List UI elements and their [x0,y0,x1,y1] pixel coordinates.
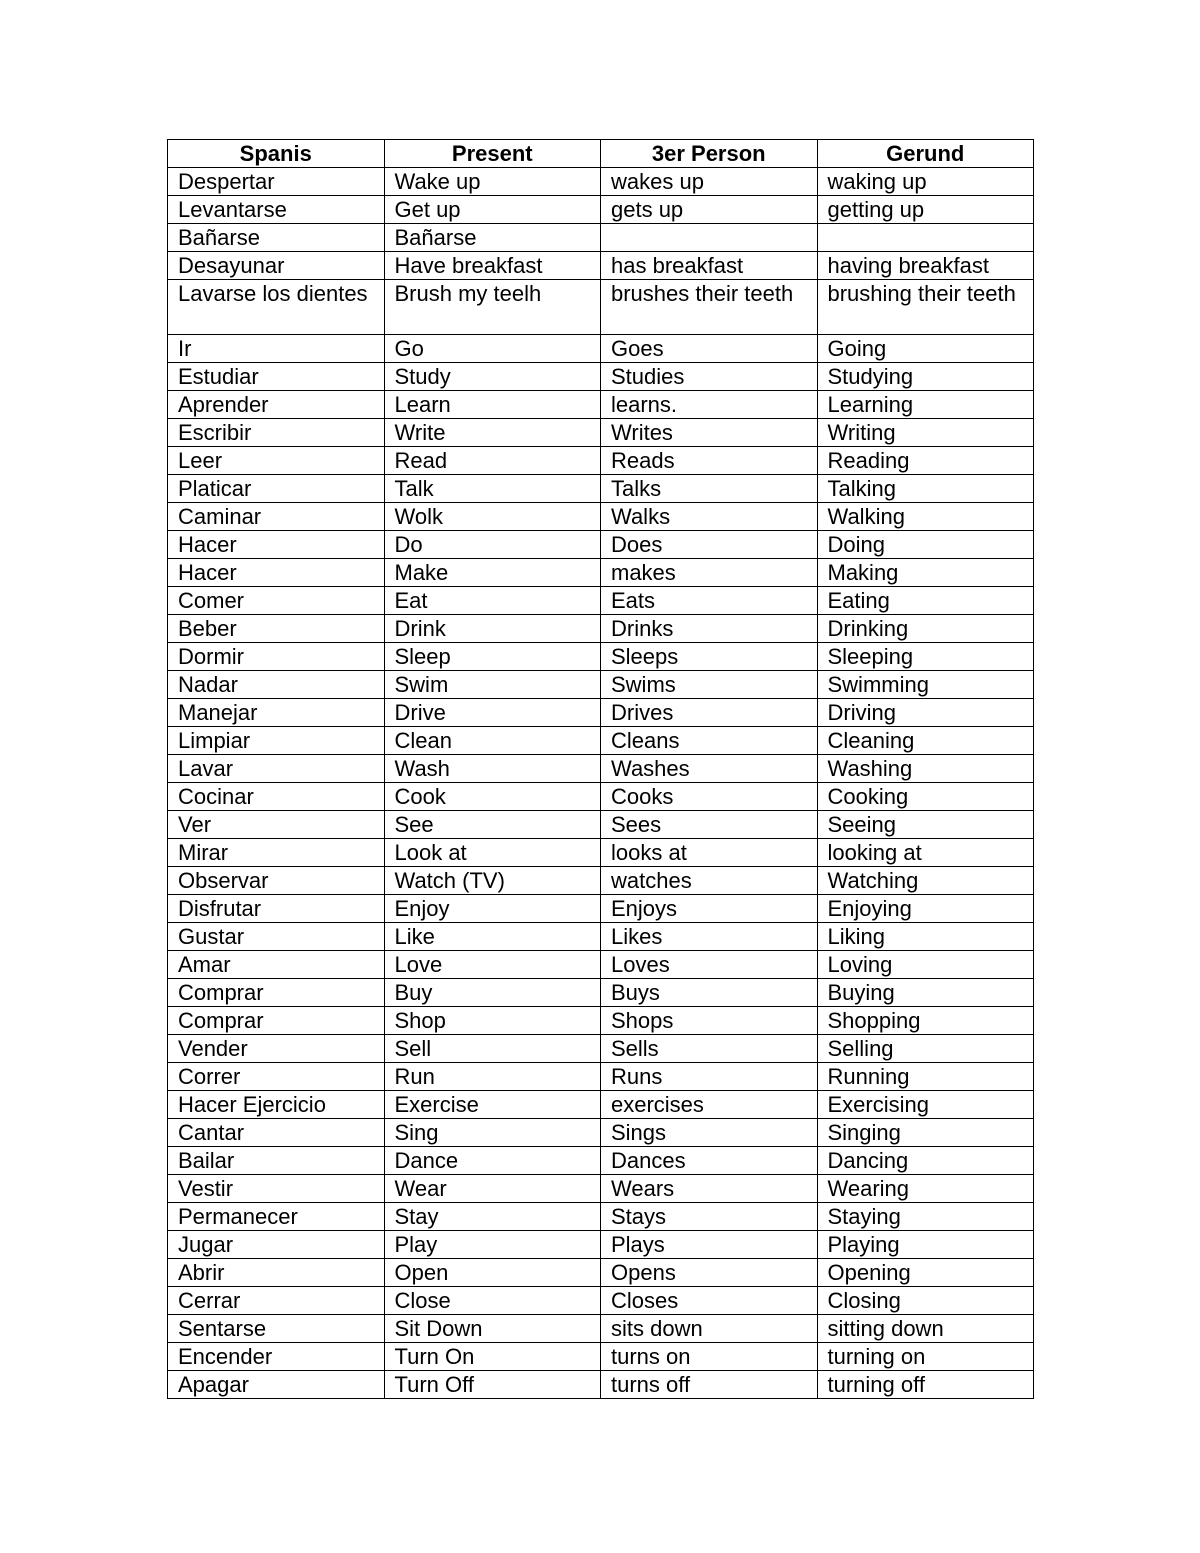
cell-gerund: Swimming [817,671,1034,699]
cell-gerund: Wearing [817,1175,1034,1203]
cell-gerund: Cleaning [817,727,1034,755]
cell-present: Turn Off [384,1371,601,1399]
table-row [168,755,1034,783]
cell-spanish: Mirar [168,839,385,867]
cell-present: Get up [384,196,601,224]
table-row [168,1343,1034,1371]
cell-present: Drink [384,615,601,643]
cell-present: Wash [384,755,601,783]
cell-spanish: Apagar [168,1371,385,1399]
cell-gerund: Enjoying [817,895,1034,923]
cell-gerund: Eating [817,587,1034,615]
cell-gerund: sitting down [817,1315,1034,1343]
cell-present: Bañarse [384,224,601,252]
cell-gerund: Liking [817,923,1034,951]
cell-present: Study [384,363,601,391]
table-row [168,196,1034,224]
cell-third-person [601,224,818,252]
cell-third-person: sits down [601,1315,818,1343]
table-row [168,923,1034,951]
table-row [168,559,1034,587]
cell-third-person: Cleans [601,727,818,755]
cell-gerund: Opening [817,1259,1034,1287]
cell-gerund: Sleeping [817,643,1034,671]
table-row [168,1231,1034,1259]
cell-spanish: Dormir [168,643,385,671]
cell-gerund: Exercising [817,1091,1034,1119]
cell-spanish: Correr [168,1063,385,1091]
cell-gerund: getting up [817,196,1034,224]
cell-present: Turn On [384,1343,601,1371]
cell-spanish: Limpiar [168,727,385,755]
cell-gerund: Running [817,1063,1034,1091]
table-row [168,1147,1034,1175]
cell-third-person: Runs [601,1063,818,1091]
table-row [168,867,1034,895]
table-row [168,1063,1034,1091]
cell-present: Watch (TV) [384,867,601,895]
cell-third-person: Drives [601,699,818,727]
cell-spanish: Jugar [168,1231,385,1259]
table-row [168,671,1034,699]
table-row [168,727,1034,755]
cell-third-person: Writes [601,419,818,447]
cell-present: Have breakfast [384,252,601,280]
cell-third-person: Walks [601,503,818,531]
cell-gerund: Loving [817,951,1034,979]
cell-gerund: Seeing [817,811,1034,839]
cell-third-person: Stays [601,1203,818,1231]
cell-spanish: Leer [168,447,385,475]
cell-gerund [817,224,1034,252]
table-row [168,1259,1034,1287]
cell-spanish: Cocinar [168,783,385,811]
table-row [168,1035,1034,1063]
cell-present: Talk [384,475,601,503]
cell-spanish: Ir [168,335,385,363]
cell-third-person: learns. [601,391,818,419]
cell-gerund: looking at [817,839,1034,867]
cell-gerund: Going [817,335,1034,363]
cell-gerund: Cooking [817,783,1034,811]
table-row [168,503,1034,531]
cell-present: Wear [384,1175,601,1203]
cell-present: Run [384,1063,601,1091]
cell-third-person: watches [601,867,818,895]
table-row [168,839,1034,867]
cell-third-person: Wears [601,1175,818,1203]
cell-gerund: Singing [817,1119,1034,1147]
cell-spanish: Lavar [168,755,385,783]
cell-present: Sit Down [384,1315,601,1343]
cell-third-person: Studies [601,363,818,391]
table-row [168,1007,1034,1035]
cell-third-person: turns on [601,1343,818,1371]
cell-third-person: Talks [601,475,818,503]
cell-present: Swim [384,671,601,699]
cell-third-person: makes [601,559,818,587]
cell-present: Love [384,951,601,979]
table-row [168,811,1034,839]
cell-third-person: Reads [601,447,818,475]
cell-third-person: Opens [601,1259,818,1287]
cell-spanish: Cantar [168,1119,385,1147]
cell-present: Play [384,1231,601,1259]
cell-spanish: Hacer [168,531,385,559]
cell-third-person: exercises [601,1091,818,1119]
cell-present: Write [384,419,601,447]
cell-present: Sell [384,1035,601,1063]
table-row [168,1091,1034,1119]
cell-spanish: Escribir [168,419,385,447]
cell-spanish: Observar [168,867,385,895]
cell-present: Look at [384,839,601,867]
cell-third-person: looks at [601,839,818,867]
cell-present: Like [384,923,601,951]
cell-spanish: Vestir [168,1175,385,1203]
cell-gerund: having breakfast [817,252,1034,280]
cell-gerund: Drinking [817,615,1034,643]
table-row [168,475,1034,503]
cell-gerund: Reading [817,447,1034,475]
cell-present: Wolk [384,503,601,531]
cell-spanish: Bailar [168,1147,385,1175]
cell-spanish: Estudiar [168,363,385,391]
cell-present: Read [384,447,601,475]
table-row [168,643,1034,671]
verb-conjugation-table [167,139,1034,1399]
cell-present: See [384,811,601,839]
cell-gerund: Walking [817,503,1034,531]
table-row [168,699,1034,727]
cell-gerund: Writing [817,419,1034,447]
table-row [168,252,1034,280]
cell-spanish: Nadar [168,671,385,699]
cell-third-person: Does [601,531,818,559]
cell-third-person: Swims [601,671,818,699]
cell-spanish: Hacer Ejercicio [168,1091,385,1119]
cell-gerund: Watching [817,867,1034,895]
cell-present: Dance [384,1147,601,1175]
cell-present: Enjoy [384,895,601,923]
table-body [168,168,1034,1399]
table-row [168,1315,1034,1343]
cell-gerund: turning off [817,1371,1034,1399]
cell-spanish: Comer [168,587,385,615]
cell-spanish: Hacer [168,559,385,587]
cell-spanish: Encender [168,1343,385,1371]
cell-third-person: brushes their teeth [601,280,818,335]
cell-present: Shop [384,1007,601,1035]
cell-spanish: Comprar [168,1007,385,1035]
table-row [168,419,1034,447]
cell-spanish: Lavarse los dientes [168,280,385,335]
cell-third-person: Shops [601,1007,818,1035]
table-row [168,783,1034,811]
cell-gerund: Making [817,559,1034,587]
cell-present: Open [384,1259,601,1287]
cell-spanish: Disfrutar [168,895,385,923]
table-row [168,615,1034,643]
cell-third-person: Sleeps [601,643,818,671]
cell-third-person: Eats [601,587,818,615]
cell-spanish: Gustar [168,923,385,951]
cell-third-person: Dances [601,1147,818,1175]
table-row [168,979,1034,1007]
cell-present: Exercise [384,1091,601,1119]
cell-third-person: Sings [601,1119,818,1147]
header-gerund: Gerund [817,140,1034,168]
cell-third-person: Sells [601,1035,818,1063]
cell-third-person: Drinks [601,615,818,643]
header-present: Present [384,140,601,168]
header-spanish: Spanis [168,140,385,168]
cell-present: Wake up [384,168,601,196]
table-row [168,531,1034,559]
cell-third-person: has breakfast [601,252,818,280]
table-row [168,280,1034,335]
table-row [168,391,1034,419]
table-row [168,1203,1034,1231]
cell-spanish: Caminar [168,503,385,531]
cell-spanish: Sentarse [168,1315,385,1343]
cell-third-person: Enjoys [601,895,818,923]
cell-present: Stay [384,1203,601,1231]
cell-spanish: Aprender [168,391,385,419]
cell-present: Brush my teelh [384,280,601,335]
cell-gerund: Studying [817,363,1034,391]
cell-gerund: Closing [817,1287,1034,1315]
cell-gerund: Talking [817,475,1034,503]
cell-present: Close [384,1287,601,1315]
cell-present: Learn [384,391,601,419]
table-row [168,951,1034,979]
cell-spanish: Despertar [168,168,385,196]
header-third-person: 3er Person [601,140,818,168]
cell-gerund: Dancing [817,1147,1034,1175]
cell-third-person: Loves [601,951,818,979]
cell-present: Sing [384,1119,601,1147]
table-row [168,587,1034,615]
cell-spanish: Desayunar [168,252,385,280]
table-row [168,363,1034,391]
cell-third-person: wakes up [601,168,818,196]
cell-spanish: Abrir [168,1259,385,1287]
cell-gerund: Washing [817,755,1034,783]
cell-third-person: Washes [601,755,818,783]
table-row [168,1287,1034,1315]
cell-gerund: waking up [817,168,1034,196]
table-row [168,895,1034,923]
cell-third-person: Likes [601,923,818,951]
table-row [168,168,1034,196]
cell-spanish: Cerrar [168,1287,385,1315]
cell-present: Sleep [384,643,601,671]
cell-spanish: Vender [168,1035,385,1063]
table-row [168,447,1034,475]
cell-gerund: Selling [817,1035,1034,1063]
cell-third-person: Goes [601,335,818,363]
cell-spanish: Amar [168,951,385,979]
table-row [168,224,1034,252]
cell-present: Eat [384,587,601,615]
cell-present: Drive [384,699,601,727]
cell-spanish: Ver [168,811,385,839]
cell-gerund: Learning [817,391,1034,419]
table-row [168,1119,1034,1147]
cell-spanish: Beber [168,615,385,643]
cell-third-person: Cooks [601,783,818,811]
cell-present: Cook [384,783,601,811]
cell-present: Make [384,559,601,587]
cell-third-person: Plays [601,1231,818,1259]
cell-third-person: Buys [601,979,818,1007]
cell-present: Buy [384,979,601,1007]
cell-spanish: Permanecer [168,1203,385,1231]
cell-gerund: Doing [817,531,1034,559]
header-row [168,140,1034,168]
cell-spanish: Manejar [168,699,385,727]
cell-gerund: brushing their teeth [817,280,1034,335]
cell-third-person: turns off [601,1371,818,1399]
cell-third-person: gets up [601,196,818,224]
cell-present: Do [384,531,601,559]
cell-third-person: Sees [601,811,818,839]
table-row [168,1175,1034,1203]
table-row [168,1371,1034,1399]
cell-gerund: Driving [817,699,1034,727]
cell-spanish: Bañarse [168,224,385,252]
cell-spanish: Levantarse [168,196,385,224]
table-row [168,335,1034,363]
cell-third-person: Closes [601,1287,818,1315]
cell-present: Clean [384,727,601,755]
cell-spanish: Platicar [168,475,385,503]
cell-gerund: Buying [817,979,1034,1007]
cell-gerund: Playing [817,1231,1034,1259]
cell-gerund: Shopping [817,1007,1034,1035]
cell-gerund: turning on [817,1343,1034,1371]
cell-spanish: Comprar [168,979,385,1007]
cell-gerund: Staying [817,1203,1034,1231]
cell-present: Go [384,335,601,363]
